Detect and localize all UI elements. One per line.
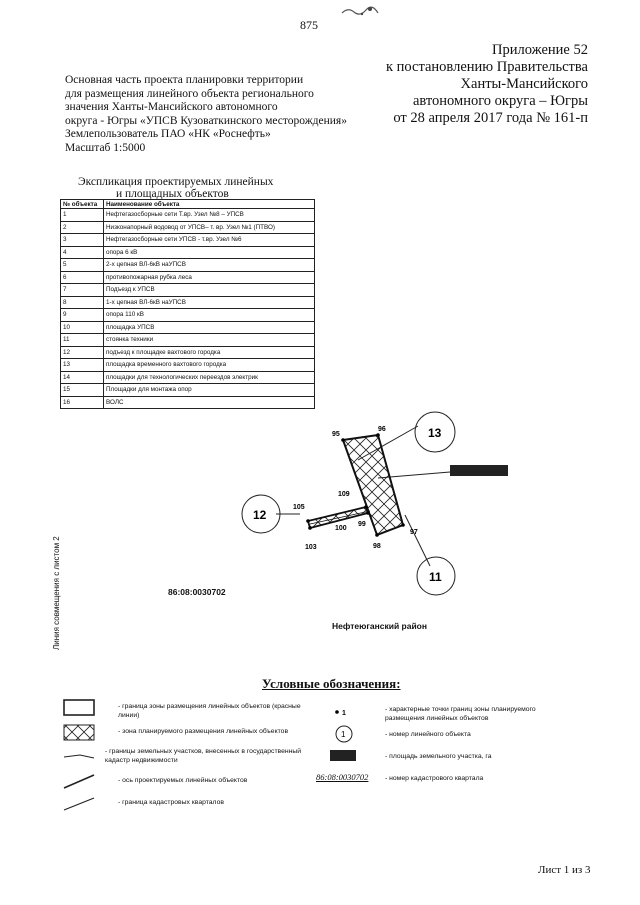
row-number: 12 [61,346,104,359]
row-name: 1-х цепная ВЛ-6кВ наУПСВ [104,296,315,309]
header-line-4: округа - Югры «УПСВ Кузоваткинского месторождения» [65,114,347,127]
point-label: 105 [293,504,305,511]
cadastral-quarter-code: 86:08:0030702 [168,587,226,597]
col-header-number: № объекта [61,200,104,209]
row-number: 1 [61,209,104,222]
row-name: опора 110 кВ [104,309,315,322]
point-label: 103 [305,544,317,551]
row-number: 15 [61,384,104,397]
point-label: 96 [378,426,386,433]
legend-title: Условные обозначения: [262,676,401,691]
row-name: Подъезд к УПСВ [104,284,315,297]
row-name: площадки для технологических переездов электрик [104,371,315,384]
circle-label-12: 12 [253,508,267,522]
row-number: 10 [61,321,104,334]
legend-symbol-red-lines [64,700,94,715]
row-number: 5 [61,259,104,272]
district-name: Нефтеюганский район [332,621,428,631]
page-number: 875 [300,18,318,32]
row-number: 2 [61,221,104,234]
row-name: площадка временного вахтового городка [104,359,315,372]
planned-zone-polygon [343,435,403,535]
appendix-line-4: автономного округа – Югры [412,93,588,109]
header-line-3: значения Ханты-Мансийского автономного [65,101,278,113]
header-line-1: Основная часть проекта планировки территории [65,74,304,86]
legend-text-plot-area: - площадь земельного участка, га [385,753,492,760]
row-number: 13 [61,359,104,372]
row-number: 6 [61,271,104,284]
sheet-number: Лист 1 из 3 [538,864,591,876]
row-name: 2-х цепная ВЛ-6кВ наУПСВ [104,259,315,272]
circle-label-11: 11 [429,570,442,584]
characteristic-point [308,526,312,530]
legend-text-quarter-number: - номер кадастрового квартала [385,775,484,782]
row-number: 7 [61,284,104,297]
legend-symbol-planned-zone [64,725,94,740]
row-name: стоянка техники [104,334,315,347]
legend-symbol-land-plots [64,755,94,758]
table-title-line-2: и площадных объектов [116,188,229,200]
row-name: Нефтегазосборные сети УПСВ - т.вр. Узел №6 [104,234,315,247]
row-name: подъезд к площадке вахтового городка [104,346,315,359]
row-number: 9 [61,309,104,322]
row-number: 4 [61,246,104,259]
appendix-line-2: к постановлению Правительства [386,59,588,75]
row-name: опора 6 кВ [104,246,315,259]
row-name: Низконапорный водовод от УПСВ– т. вр. Узел №1 (ПТВО) [104,221,315,234]
characteristic-point [376,433,380,437]
legend-text-axis: - ось проектируемых линейных объектов [118,777,248,784]
row-name: ВОЛС [104,396,315,409]
col-header-name: Наименование объекта [104,200,315,209]
header-line-5: Землепользователь ПАО «НК «Роснефть» [65,128,271,140]
point-label: 97 [410,529,418,536]
characteristic-point [401,523,405,527]
legend-text-land-plots: - границы земельных участков, внесенных в государственный кадастр недвижимости [105,748,302,764]
legend-symbol-axis [64,775,94,788]
characteristic-point [364,505,368,509]
row-number: 8 [61,296,104,309]
legend-symbol-char-point [335,710,339,714]
legend-text-cad-quarters: - граница кадастровых кварталов [118,799,224,806]
legend-sample-point: 1 [342,710,346,717]
row-number: 16 [61,396,104,409]
point-label: 109 [338,491,350,498]
point-label: 99 [358,521,366,528]
legend-symbol-cad-quarters [64,798,94,810]
characteristic-point [341,438,345,442]
row-number: 11 [61,334,104,347]
table-title-line-1: Экспликация проектируемых линейных [78,176,274,188]
leader-line-11 [405,515,430,566]
sheet-join-note [52,520,66,650]
row-number: 14 [61,371,104,384]
sheet-join-note-text: Линия совмещения с листом 2 [52,536,61,650]
characteristic-point [306,519,310,523]
appendix-line-5: от 28 апреля 2017 года № 161-п [393,110,588,126]
legend-sample-code: 86:08:0030702 [316,772,369,782]
point-label: 100 [335,525,347,532]
legend-sample-circle: 1 [341,730,346,739]
legend-text-char-points: - характерные точки границ зоны планируемого размещения линейных объектов [385,706,536,722]
characteristic-point [366,511,370,515]
legend-text-red-lines: - граница зоны размещения линейных объектов (красные линии) [118,703,301,719]
plot-area-label [450,465,508,476]
row-name: противопожарная рубка леса [104,271,315,284]
appendix-line-1: Приложение 52 [492,42,588,58]
row-name: Нефтегазосборные сети Т.вр. Узел №8 – УПСВ [104,209,315,222]
legend-text-object-number: - номер линейного объекта [385,731,471,738]
header-line-2: для размещения линейного объекта регионального [65,87,314,100]
row-name: Площадки для монтажа опор [104,384,315,397]
row-number: 3 [61,234,104,247]
characteristic-point [375,533,379,537]
legend-text-planned-zone: - зона планируемого размещения линейных объектов [118,728,289,735]
header-line-6: Масштаб 1:5000 [65,141,146,154]
appendix-line-3: Ханты-Мансийского [460,76,588,92]
row-name: площадка УПСВ [104,321,315,334]
circle-label-13: 13 [428,426,442,440]
point-label: 98 [373,543,381,550]
point-label: 95 [332,431,340,438]
legend-symbol-plot-area [330,750,356,761]
